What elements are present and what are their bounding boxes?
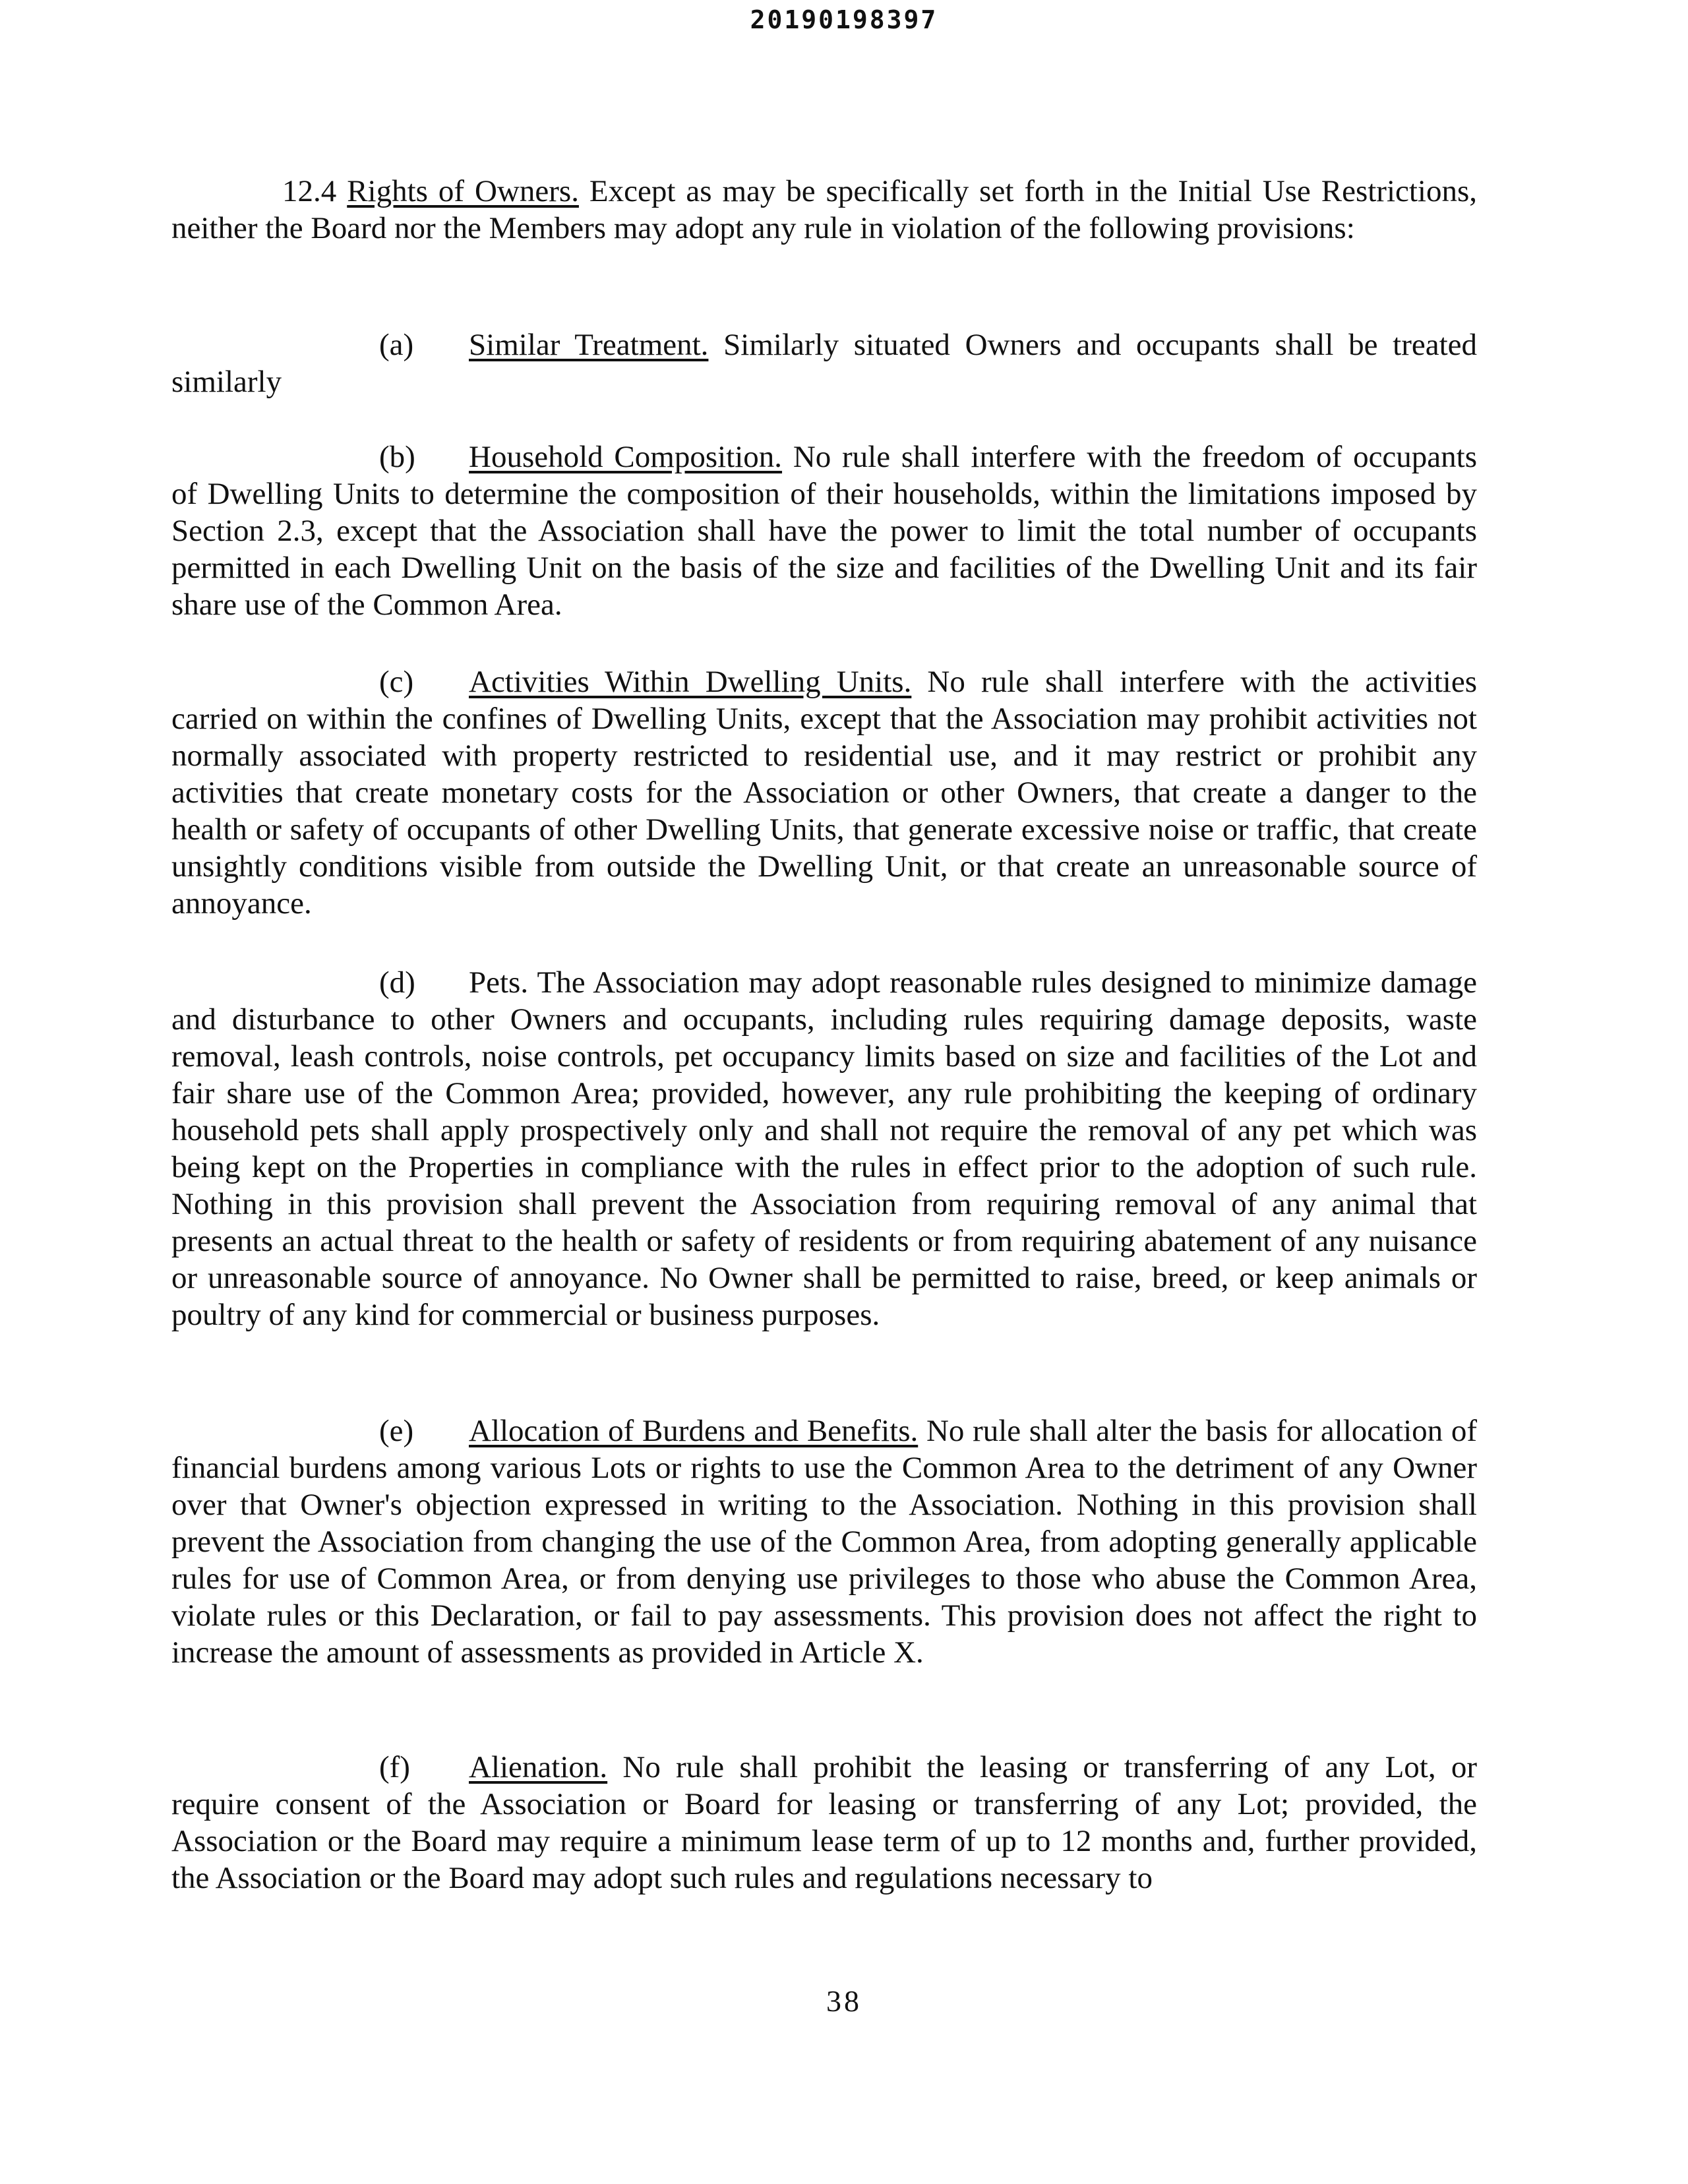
item-e-paragraph (171, 1412, 1477, 1671)
item-c-text: No rule shall interfere with the activities carried on within the confines of Dwelling Units, except that the Association may prohibit activities not normally associated with property restricted to residential use, and it may restrict or prohibit any activities that create monetary costs for the Association or other Owners, that create a danger to the health or safety of occupants of other Dwelling Units, that generate excessive noise or traffic, that create unsightly conditions visible from outside the Dwelling Unit, or that create an unreasonable source of annoyance. (171, 665, 1478, 921)
item-a-heading: Similar Treatment. (469, 328, 709, 362)
item-f-label: (f) (379, 1750, 410, 1784)
item-f-paragraph (171, 1749, 1477, 1896)
section-text: Except as may be specifically set forth in the Initial Use Restrictions, neither the Board nor the Members may adopt any rule in violation of the following provisions: (171, 174, 1478, 245)
item-a-text: Similarly situated Owners and occupants shall be treated similarly (171, 328, 1477, 399)
page-number: 38 (826, 1984, 862, 2018)
item-b-paragraph (171, 439, 1477, 623)
section-number: 12.4 (282, 174, 337, 208)
item-b-heading: Household Composition. (469, 440, 783, 474)
item-f-heading: Alienation. (469, 1750, 608, 1784)
item-d-label: (d) (379, 965, 415, 1000)
item-b-label: (b) (379, 440, 415, 474)
document-number: 20190198397 (750, 5, 938, 34)
item-d-heading: Pets. (469, 965, 529, 1000)
item-c-heading: Activities Within Dwelling Units. (469, 665, 912, 699)
item-b-text: No rule shall interfere with the freedom of occupants of Dwelling Units to determine the composition of their households, within the limitations imposed by Section 2.3, except that the Association shall have the power to limit the total number of occupants permitted in each Dwelling Unit on the basis of the size and facilities of the Dwelling Unit and its fair share use of the Common Area. (171, 440, 1477, 622)
item-d-text: The Association may adopt reasonable rules designed to minimize damage and disturbance to other Owners and occupants, including rules requiring damage deposits, waste removal, leash controls, noise controls, pet occupancy limits based on size and facilities of the Lot and fair share use of the Common Area; provided, however, any rule prohibiting the keeping of ordinary household pets shall apply prospectively only and shall not require the removal of any pet which was being kept on the Properties in compliance with the rules in effect prior to the adoption of such rule. Nothing in this provision shall prevent the Association from requiring removal of any animal that presents an actual threat to the health or safety of residents or from requiring abatement of any nuisance or unreasonable source of annoyance. No Owner shall be permitted to raise, breed, or keep animals or poultry of any kind for commercial or business purposes. (171, 965, 1478, 1332)
item-c-label: (c) (379, 665, 414, 699)
item-f-text: No rule shall prohibit the leasing or transferring of any Lot, or require consent of the Association or Board for leasing or transferring of any Lot; provided, the Association or the Board may require a minimum lease term of up to 12 months and, further provided, the Association or the Board may adopt such rules and regulations necessary to (171, 1750, 1477, 1895)
section-heading: Rights of Owners. (347, 174, 579, 208)
item-a-label: (a) (379, 328, 414, 362)
item-d-paragraph (171, 964, 1477, 1333)
item-e-label: (e) (379, 1414, 414, 1448)
item-e-heading: Allocation of Burdens and Benefits. (469, 1414, 919, 1448)
item-a-paragraph (171, 326, 1477, 400)
item-e-text: No rule shall alter the basis for allocation of financial burdens among various Lots or rights to use the Common Area to the detriment of any Owner over that Owner's objection expressed in writing to the Association. Nothing in this provision shall prevent the Association from changing the use of the Common Area, from adopting generally applicable rules for use of Common Area, or from denying use privileges to those who abuse the Common Area, violate rules or this Declaration, or fail to pay assessments. This provision does not affect the right to increase the amount of assessments as provided in Article X. (171, 1414, 1477, 1670)
item-c-paragraph (171, 663, 1477, 922)
section-12-4-paragraph (171, 173, 1477, 247)
